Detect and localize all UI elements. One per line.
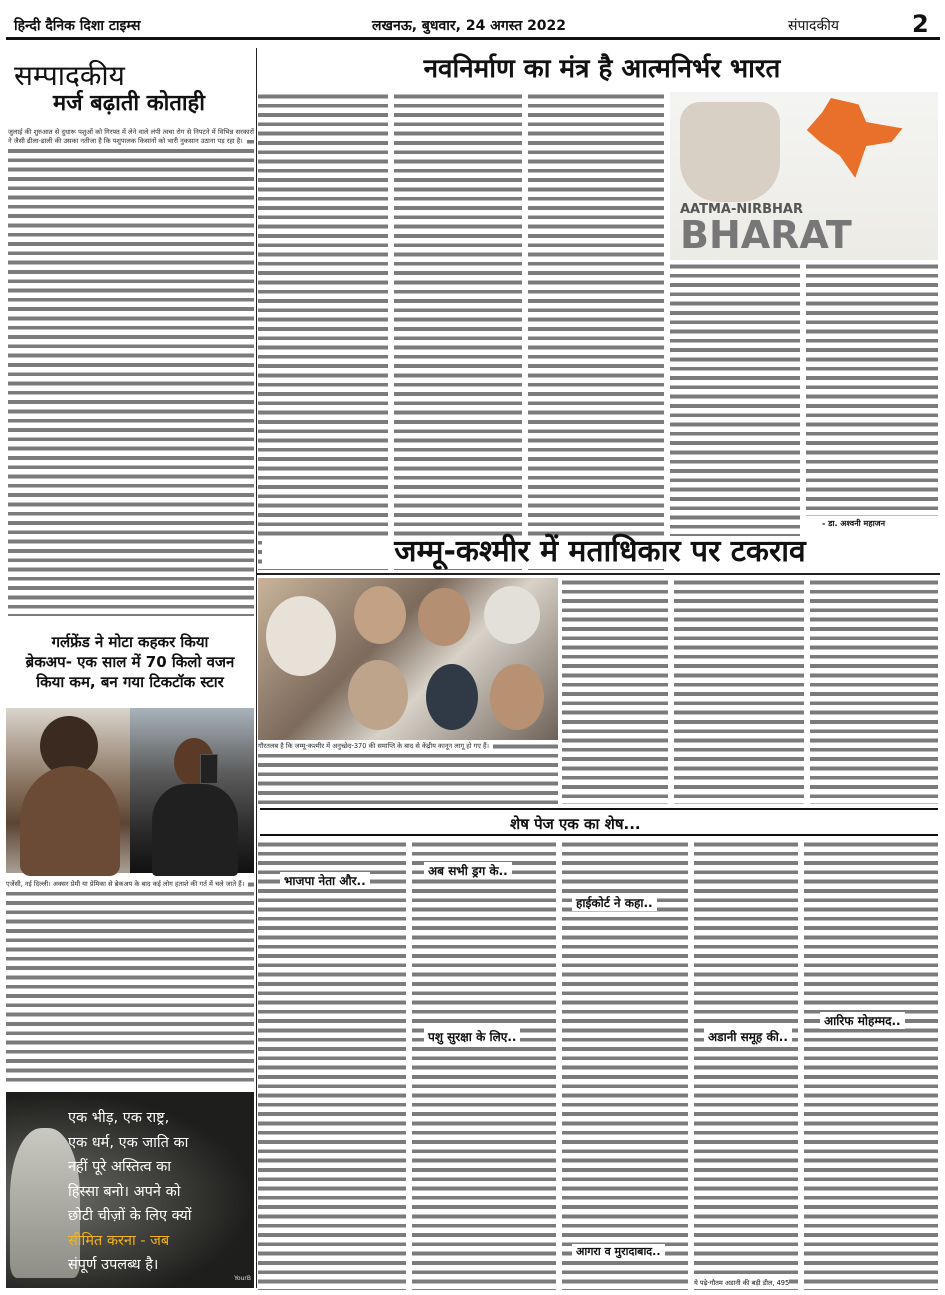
top-story-col-3 bbox=[528, 92, 664, 570]
shesh-heading-6: आगरा व मुरादाबाद.. bbox=[572, 1244, 665, 1259]
breakup-headline-line-3: किया कम, बन गया टिकटॉक स्टार bbox=[36, 672, 224, 691]
jk-col-4 bbox=[810, 578, 938, 804]
top-story-col-5 bbox=[806, 262, 938, 516]
shesh-col-5 bbox=[804, 840, 938, 1290]
editorial-section-label: सम्पादकीय bbox=[14, 59, 125, 92]
section-name: संपादकीय bbox=[788, 18, 839, 34]
breakup-headline-line-1: गर्लफ्रेंड ने मोटा कहकर किया bbox=[51, 633, 209, 651]
column-rule bbox=[256, 48, 257, 1288]
banner-top: AATMA-NIRBHAR bbox=[680, 202, 803, 217]
issue-date: लखनऊ, बुधवार, 24 अगस्त 2022 bbox=[372, 18, 567, 34]
quote-watermark: YourB bbox=[234, 1275, 251, 1282]
quote-line-1: एक भीड़, एक राष्ट्र, bbox=[68, 1110, 170, 1126]
jk-col-2 bbox=[562, 578, 668, 804]
jk-lead: गौरतलब है कि जम्मू-कश्मीर में अनुच्छेद-370 की समाप्ति के बाद से केंद्रीय कानून लागू हो गए हैं। bbox=[258, 742, 493, 750]
editorial-lead: जुलाई की शुरुआत से दुधारू पशुओं को गिरफ्त में लेने वाले लंपी त्वचा रोग से निपटने में विभिन्न सरकारों ने जैसी ढीला-ढाली की उसका नतीजा है कि पशुपालक किसानों को भारी नुकसान उठाना पड़ रहा है। bbox=[8, 128, 254, 146]
shesh-banner bbox=[260, 808, 938, 836]
quote-line-4: हिस्सा बनो। अपने को bbox=[68, 1183, 181, 1200]
quote-line-2: एक धर्म, एक जाति का bbox=[68, 1134, 189, 1151]
jk-headline: जम्मू-कश्मीर में मताधिकार पर टकराव bbox=[262, 536, 938, 568]
shesh-heading-5: अडानी समूह की.. bbox=[704, 1028, 792, 1045]
editorial-headline: मर्ज बढ़ाती कोताही bbox=[53, 91, 205, 116]
top-story-col-1 bbox=[258, 92, 388, 570]
banner-main: BHARAT bbox=[680, 213, 852, 257]
shesh-title: शेष पेज एक का शेष... bbox=[510, 815, 641, 833]
top-story-col-4 bbox=[670, 262, 800, 542]
before-after-photo bbox=[6, 708, 254, 873]
shesh-heading-4: हाईकोर्ट ने कहा.. bbox=[572, 894, 657, 911]
shesh-heading-1: भाजपा नेता और.. bbox=[280, 872, 370, 889]
paper-name: हिन्दी दैनिक दिशा टाइम्स bbox=[14, 18, 141, 34]
quote-line-5: छोटी चीज़ों के लिए क्यों bbox=[68, 1208, 192, 1224]
shesh-col-1 bbox=[258, 840, 406, 1290]
shesh-footer-line: ये पढ़े-गौतम अडानी की बड़ी डील, 495 bbox=[694, 1279, 790, 1287]
section-rule bbox=[256, 573, 940, 575]
breakup-headline-line-2: ब्रेकअप- एक साल में 70 किलो वजन bbox=[25, 652, 235, 671]
masthead-bar bbox=[6, 10, 940, 40]
quote-line-3: नहीं पूरे अस्तित्व का bbox=[68, 1159, 172, 1175]
before-photo bbox=[6, 708, 130, 873]
jk-col-3 bbox=[674, 578, 804, 804]
shesh-col-4 bbox=[694, 840, 798, 1290]
india-map bbox=[798, 98, 908, 178]
shesh-heading-3: पशु सुरक्षा के लिए.. bbox=[424, 1028, 520, 1045]
top-story-col-2 bbox=[394, 92, 522, 570]
page-number: 2 bbox=[912, 10, 929, 38]
shesh-col-2 bbox=[412, 840, 556, 1290]
fist-graphic bbox=[680, 102, 780, 202]
top-story-byline: - डा. अश्वनी महाजन bbox=[822, 519, 886, 528]
quote-box bbox=[6, 1092, 254, 1288]
shesh-heading-7: आरिफ मोहम्मद.. bbox=[820, 1012, 905, 1029]
breakup-body bbox=[6, 880, 254, 1085]
breakup-headline bbox=[6, 633, 254, 692]
jk-col-1 bbox=[258, 742, 558, 806]
quote-line-6: सीमित करना - जब bbox=[68, 1232, 170, 1249]
top-story-headline: नवनिर्माण का मंत्र है आत्मनिर्भर भारत bbox=[423, 54, 781, 84]
aatmanirbhar-banner bbox=[670, 92, 938, 260]
after-photo bbox=[130, 708, 254, 873]
shesh-heading-2: अब सभी ड्रग के.. bbox=[424, 862, 512, 879]
breakup-lead: एजेंसी, नई दिल्ली। अक्सर प्रेमी या प्रेमिका से ब्रेकअप के बाद कई लोग हताशे की गर्त में चले जाते हैं। bbox=[6, 880, 248, 888]
quote-text bbox=[68, 1106, 250, 1278]
editorial-body bbox=[8, 128, 254, 616]
quote-line-7: संपूर्ण उपलब्ध है। bbox=[68, 1257, 159, 1273]
jk-politicians-photo bbox=[258, 578, 558, 740]
